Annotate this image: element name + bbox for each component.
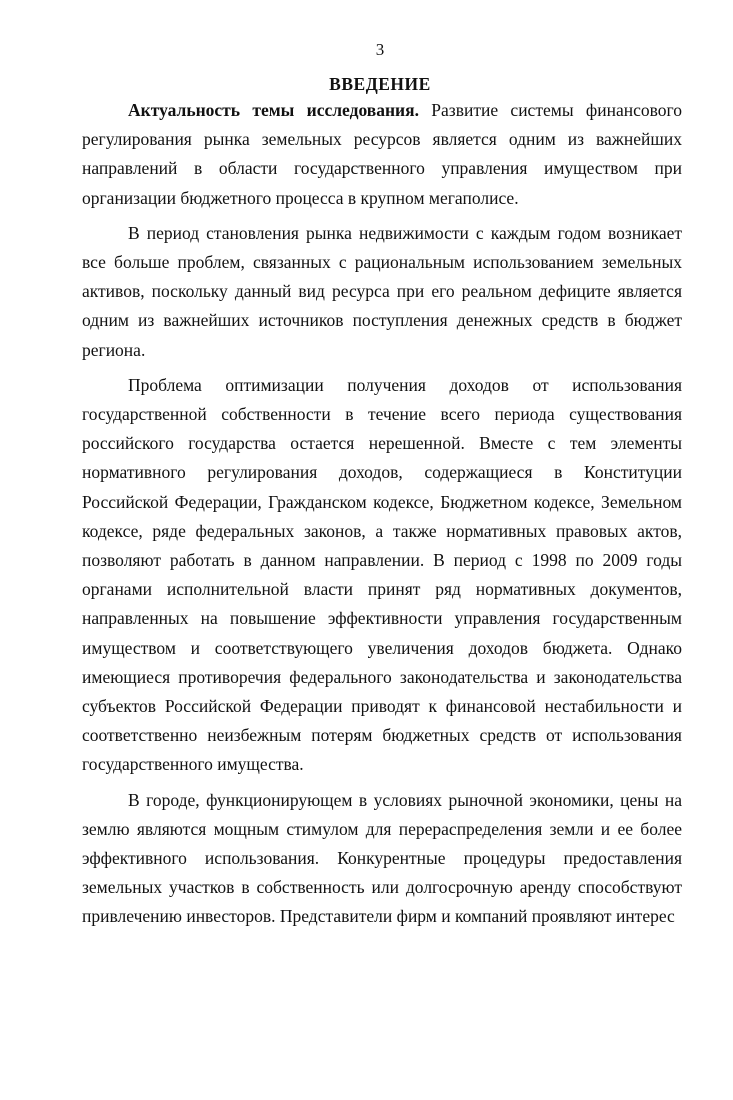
body-text xyxy=(82,96,682,938)
section-heading: ВВЕДЕНИЕ xyxy=(329,74,431,94)
paragraph-city-land xyxy=(82,786,682,932)
paragraph-text: Развитие системы финансового регулирования рынка земельных ресурсов является одним из важнейших направлений в области государственного управления имуществом при организации бюджетного процесса в крупном мегаполисе. xyxy=(82,100,682,208)
paragraph-real-estate xyxy=(82,219,682,365)
paragraph-text: В городе, функционирующем в условиях рыночной экономики, цены на землю являются мощным стимулом для перераспределения земли и ее более эффективного использования. Конкурентные процедуры предоставления земельных участков в собственность или долгосрочную аренду способствуют привлечению инвесторов. Представители фирм и компаний проявляют интерес xyxy=(82,789,682,927)
paragraph-text: Проблема оптимизации получения доходов от использования государственной собственности в течение всего периода существования российского государства остается нерешенной. Вместе с тем элементы нормативного регулирования доходов, содержащиеся в Конституции Российской Федерации, Гражданском кодексе, Бюджетном кодексе, Земельном кодексе, ряде федеральных законов, а также нормативных правовых актов, позволяют работать в данном направлении. В период с 1998 по 2009 годы органами исполнительной власти принят ряд нормативных документов, направленных на повышение эффективности управления государственным имуществом и соответствующего увеличения доходов бюджета. Однако имеющиеся противоречия федерального законодательства и законодательства субъектов Российской Федерации приводят к финансовой нестабильности и соответственно неизбежным потерям бюджетных средств от использования государственного имущества. xyxy=(82,374,682,775)
paragraph-lead: Актуальность темы исследования. xyxy=(128,100,419,120)
paragraph-state-property xyxy=(82,371,682,780)
paragraph-relevance xyxy=(82,96,682,213)
paragraph-text: В период становления рынка недвижимости с каждым годом возникает все больше проблем, связанных с рациональным использованием земельных активов, поскольку данный вид ресурса при его реальном дефиците является одним из важнейших источников поступления денежных средств в бюджет региона. xyxy=(82,222,682,360)
page-number: 3 xyxy=(375,40,385,59)
